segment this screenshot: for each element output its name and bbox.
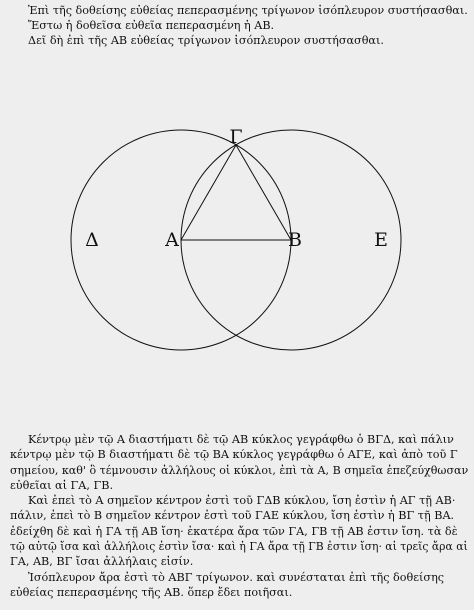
proof-line: ΓΑ, ΑΒ, ΒΓ ἴσαι ἀλλήλαις εἰσίν. xyxy=(10,555,194,569)
label-delta: Δ xyxy=(85,229,99,251)
proof-line: εὐθείας πεπερασμένης τῆς ΑΒ. ὅπερ ἔδει ποιῆσαι. xyxy=(10,585,293,599)
proof-line: εὐθεῖαι αἱ ΓΑ, ΓΒ. xyxy=(10,478,114,492)
intro-line-3: Δεῖ δὴ ἐπὶ τῆς ΑΒ εὐθείας τρίγωνον ἰσόπλευρον συστήσασθαι. xyxy=(28,34,384,47)
segment-gb xyxy=(236,145,291,240)
intro-line-1: Ἐπὶ τῆς δοθείσης εὐθείας πεπερασμένης τρίγωνον ἰσόπλευρον συστήσασθαι. xyxy=(28,4,468,17)
proof-line: ἐδείχθη δὲ καὶ ἡ ΓΑ τῇ ΑΒ ἴση· ἑκατέρα ἄρα τῶν ΓΑ, ΓΒ τῇ ΑΒ ἐστιν ἴση. τὰ δὲ xyxy=(10,524,458,538)
label-gamma: Γ xyxy=(229,126,243,148)
label-epsilon: Ε xyxy=(374,229,388,251)
intro-line-2: Ἔστω ἡ δοθεῖσα εὐθεῖα πεπερασμένη ἡ ΑΒ. xyxy=(28,19,275,32)
proof-line: Κέντρῳ μὲν τῷ Α διαστήματι δὲ τῷ ΑΒ κύκλος γεγράφθω ὁ ΒΓΔ, καὶ πάλιν xyxy=(28,433,454,446)
proof-line: Ἰσόπλευρον ἄρα ἐστὶ τὸ ΑΒΓ τρίγωνον. καὶ συνέσταται ἐπὶ τῆς δοθείσης xyxy=(28,570,445,584)
proof-line: κέντρῳ μὲν τῷ Β διαστήματι δὲ τῷ ΒΑ κύκλος γεγράφθω ὁ ΑΓΕ, καὶ ἀπὸ τοῦ Γ xyxy=(10,448,458,462)
proof-line: Καὶ ἐπεὶ τὸ Α σημεῖον κέντρον ἐστὶ τοῦ ΓΔΒ κύκλου, ἴση ἐστὶν ἡ ΑΓ τῇ ΑΒ· xyxy=(28,494,456,508)
segment-ga xyxy=(181,145,236,240)
label-beta: Β xyxy=(288,229,302,251)
proof-line: σημείου, καθ' ὃ τέμνουσιν ἀλλήλους οἱ κύκλοι, ἐπὶ τὰ Α, Β σημεῖα ἐπεζεύχθωσαν xyxy=(10,463,469,477)
label-alpha: Α xyxy=(165,229,179,251)
proof-line: πάλιν, ἐπεὶ τὸ Β σημεῖον κέντρον ἐστὶ τοῦ ΓΑΕ κύκλου, ἴση ἐστὶν ἡ ΒΓ τῇ ΒΑ. xyxy=(10,509,455,523)
proof-text xyxy=(10,432,468,600)
proof-line: τῷ αὐτῷ ἴσα καὶ ἀλλήλοις ἐστὶν ἴσα· καὶ ἡ ΓΑ ἄρα τῇ ΓΒ ἐστιν ἴση· αἱ τρεῖς ἄρα αἱ xyxy=(10,540,468,554)
